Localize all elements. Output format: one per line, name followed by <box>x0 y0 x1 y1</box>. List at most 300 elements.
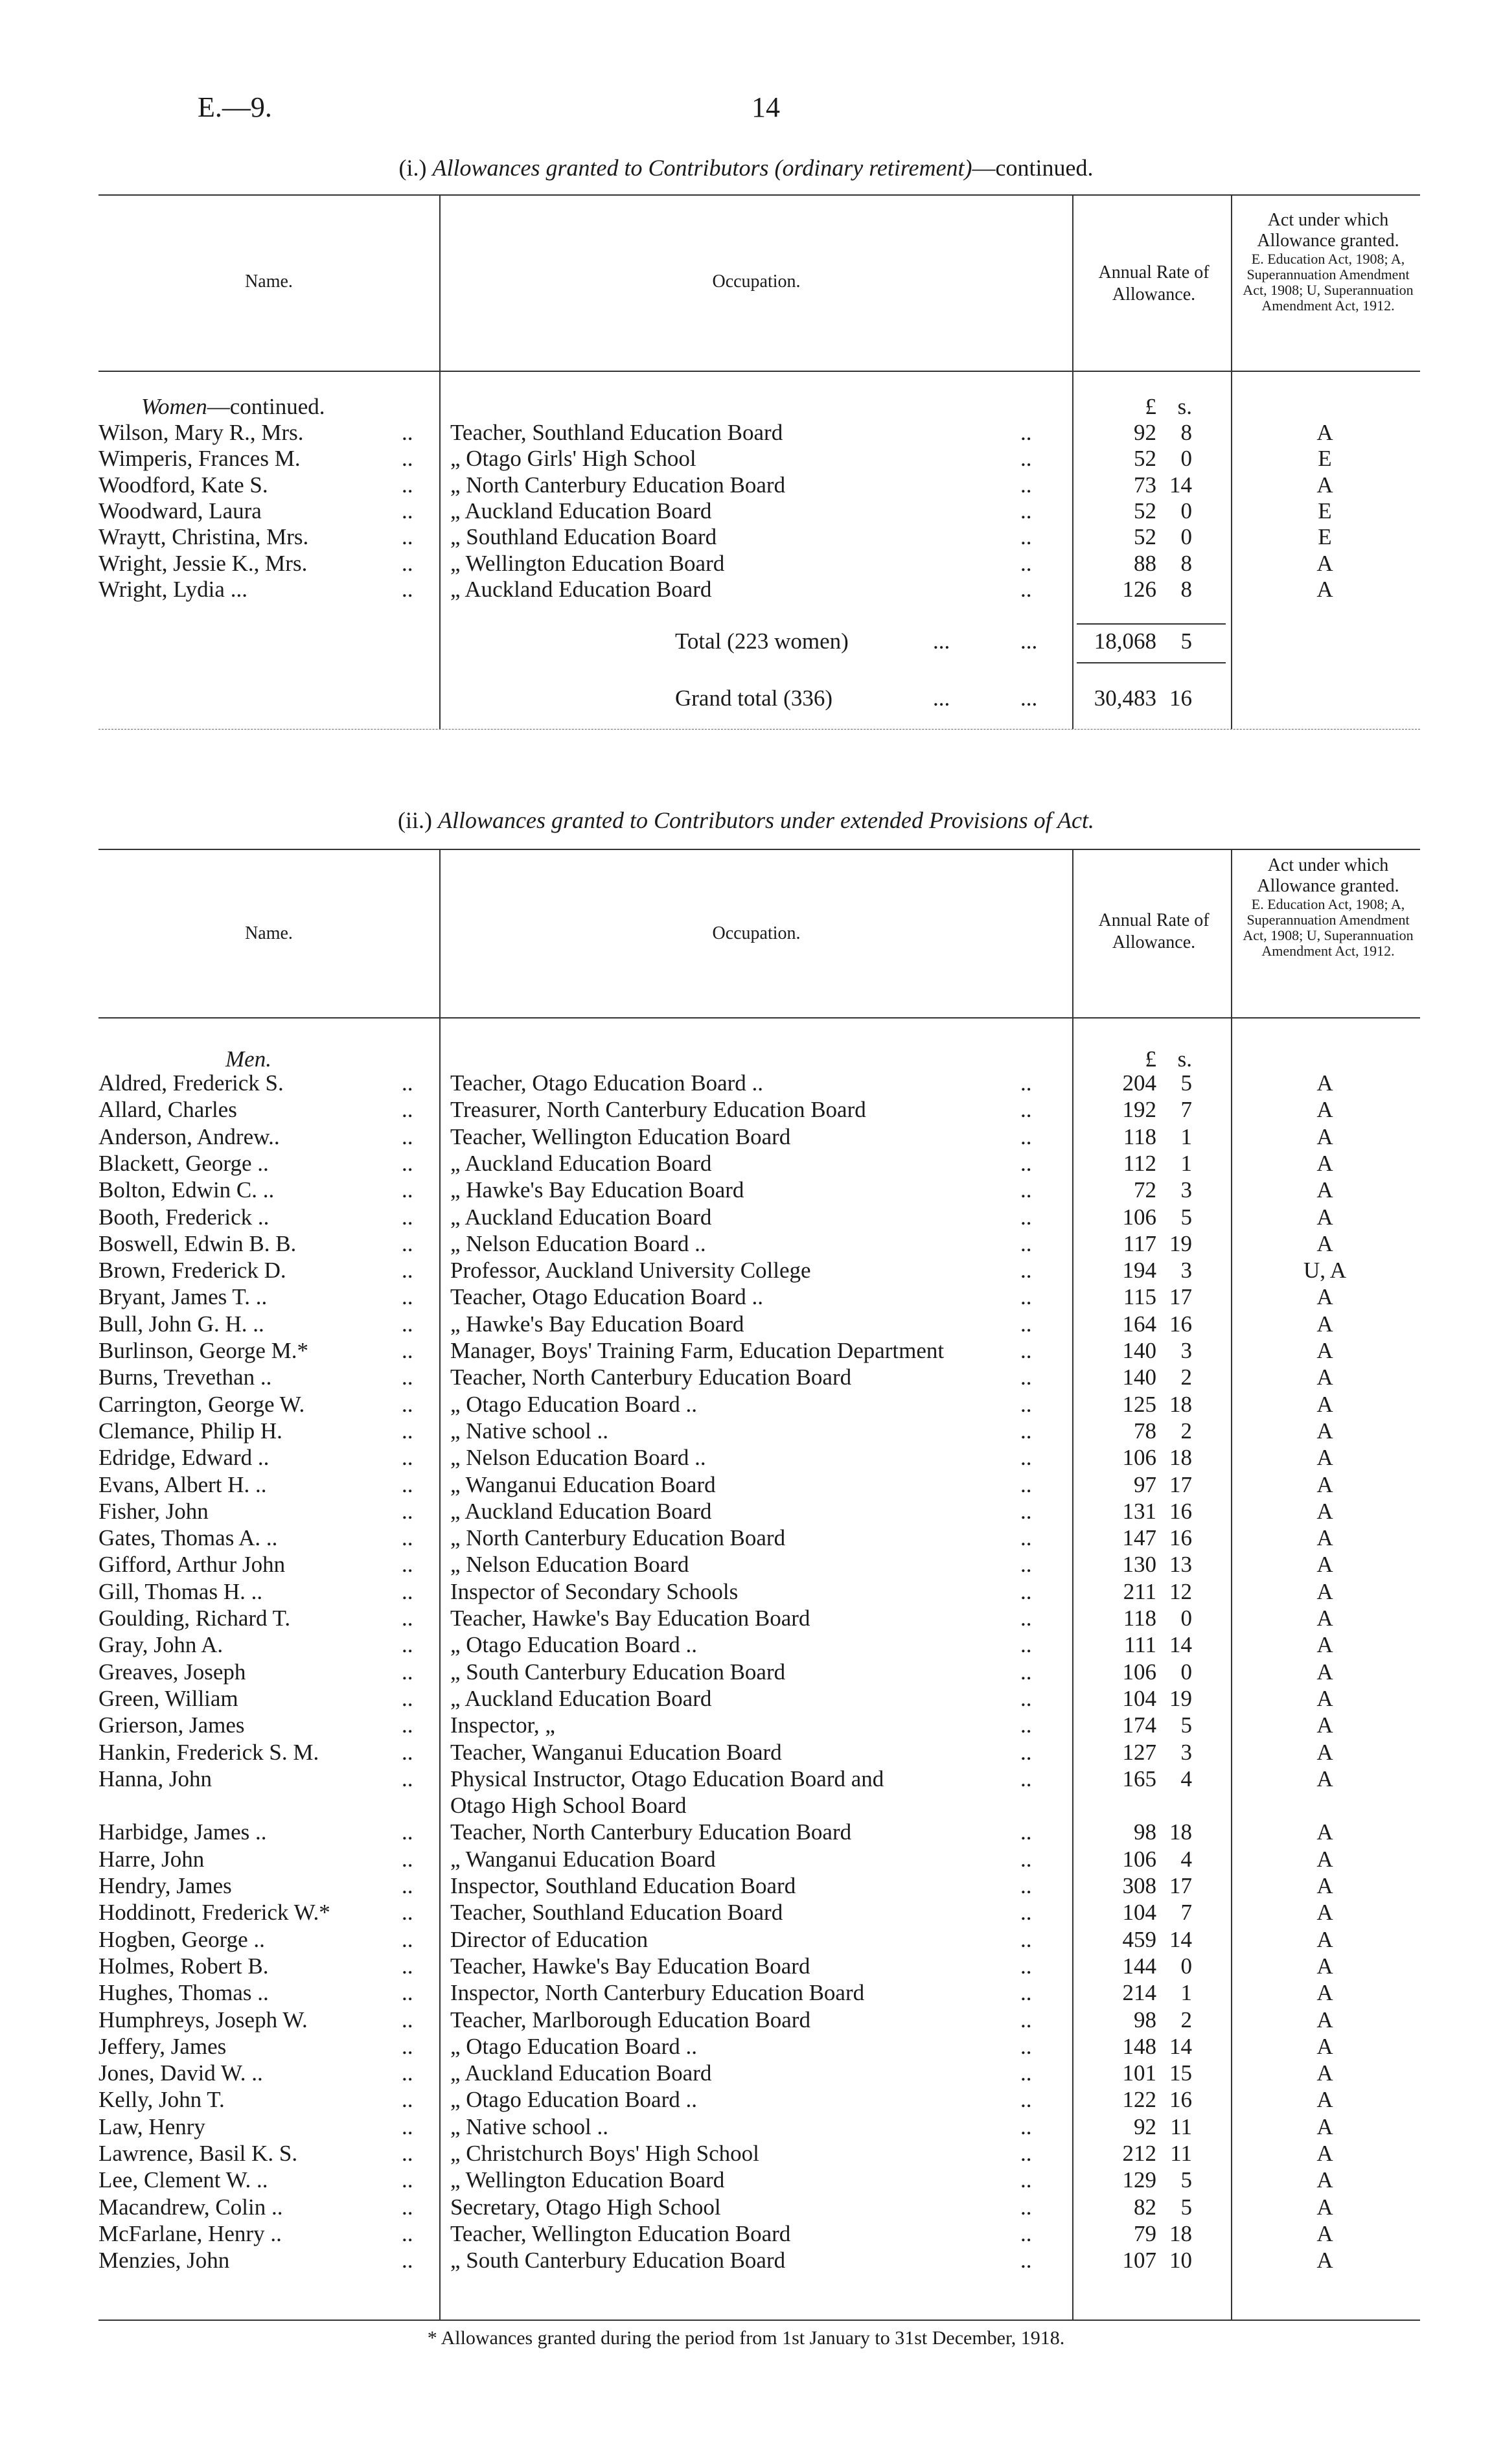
section-2-group-label: Men. <box>225 1046 271 1072</box>
leader-dots: .. <box>1020 1418 1032 1444</box>
leader-dots: .. <box>402 2113 413 2139</box>
act-cell: A <box>1316 576 1333 602</box>
pounds-cell: 126 <box>1122 576 1156 602</box>
table-row <box>0 1204 1492 1230</box>
shillings-cell: 1 <box>1180 1980 1192 2006</box>
section-2-title-prefix: (ii.) <box>398 807 433 833</box>
pounds-cell: 52 <box>1134 524 1156 550</box>
name-cell: Edridge, Edward .. <box>98 1445 270 1471</box>
name-cell: Allard, Charles <box>98 1097 237 1123</box>
occupation-cell-continued: Otago High School Board <box>450 1793 687 1819</box>
occupation-cell: „ Hawke's Bay Education Board <box>450 1311 744 1337</box>
shillings-cell: 4 <box>1180 1846 1192 1872</box>
shillings-cell: 2 <box>1180 2007 1192 2032</box>
section-1-total-pounds: 18,068 <box>1094 628 1156 654</box>
leader-dots: .. <box>1020 1766 1032 1791</box>
act-cell: A <box>1316 1391 1333 1417</box>
leader-dots: .. <box>1020 1097 1032 1123</box>
leader-dots: .. <box>402 1097 413 1123</box>
table-row <box>0 1873 1492 1899</box>
pounds-cell: 112 <box>1123 1150 1156 1176</box>
act-cell: A <box>1316 1284 1333 1310</box>
shillings-cell: 14 <box>1169 1632 1192 1658</box>
pounds-cell: 98 <box>1134 1819 1156 1845</box>
leader-dots: .. <box>1020 2087 1032 2113</box>
occupation-cell: „ Otago Education Board .. <box>450 2087 698 2113</box>
table-row <box>0 2248 1492 2274</box>
leader-dots: .. <box>1020 1123 1032 1149</box>
act-cell: A <box>1316 2087 1333 2113</box>
shillings-cell: 18 <box>1169 2220 1192 2246</box>
table-row <box>0 1338 1492 1364</box>
leader-dots: .. <box>1020 1070 1032 1096</box>
table-row <box>0 1070 1492 1096</box>
section-1-top-rule <box>98 194 1420 196</box>
pounds-cell: 117 <box>1123 1230 1156 1256</box>
occupation-cell: „ Native school .. <box>450 2113 608 2139</box>
leader-dots: .. <box>402 1177 413 1203</box>
act-cell: A <box>1316 1606 1333 1631</box>
section-2-group-row <box>0 1046 1492 1072</box>
pounds-cell: 73 <box>1134 472 1156 498</box>
table-row <box>0 2060 1492 2086</box>
table-row <box>0 577 1492 603</box>
name-cell: Booth, Frederick .. <box>98 1204 270 1230</box>
act-cell: A <box>1316 1418 1333 1444</box>
section-1-total-shillings: 5 <box>1180 628 1192 654</box>
shillings-cell: 19 <box>1169 1230 1192 1256</box>
pounds-cell: 148 <box>1122 2033 1156 2059</box>
leader-dots: .. <box>1020 2113 1032 2139</box>
leader-dots: .. <box>1020 1258 1032 1284</box>
shillings-cell: 13 <box>1169 1552 1192 1578</box>
act-cell: A <box>1316 2007 1333 2032</box>
section-1-act-key: E. Education Act, 1908; A, Superannuation Amendment Act, 1908; U, Superannuation Amendment Act, 1912. <box>1243 251 1414 314</box>
table-row <box>0 2167 1492 2193</box>
section-1-group-row <box>0 394 1492 420</box>
name-cell: Wilson, Mary R., Mrs. <box>98 420 304 445</box>
name-cell: Green, William <box>98 1685 238 1711</box>
act-cell: A <box>1316 1685 1333 1711</box>
table-row <box>0 1579 1492 1605</box>
table-row <box>0 498 1492 524</box>
occupation-cell: „ Nelson Education Board .. <box>450 1230 706 1256</box>
occupation-cell: „ Wanganui Education Board <box>450 1846 716 1872</box>
pounds-cell: 140 <box>1122 1338 1156 1363</box>
pounds-cell: 459 <box>1122 1926 1156 1952</box>
shillings-cell: 2 <box>1180 1364 1192 1390</box>
pounds-cell: 204 <box>1122 1070 1156 1096</box>
section-2-pounds-unit: £ <box>1145 1046 1156 1072</box>
name-cell: Menzies, John <box>98 2248 230 2274</box>
pounds-cell: 97 <box>1134 1471 1156 1497</box>
act-cell: A <box>1316 2220 1333 2246</box>
pounds-cell: 104 <box>1122 1685 1156 1711</box>
occupation-cell: Teacher, North Canterbury Education Board <box>450 1364 852 1390</box>
shillings-cell: 3 <box>1180 1338 1192 1363</box>
occupation-cell: Teacher, Hawke's Bay Education Board <box>450 1606 810 1631</box>
act-cell: A <box>1316 1980 1333 2006</box>
leader-dots: .. <box>402 1070 413 1096</box>
act-cell: A <box>1316 1471 1333 1497</box>
name-cell: Burns, Trevethan .. <box>98 1364 272 1390</box>
section-2-occupation-header: Occupation. <box>712 923 801 943</box>
table-row <box>0 1819 1492 1845</box>
leader-dots: .. <box>402 1311 413 1337</box>
shillings-cell: 11 <box>1170 2141 1192 2166</box>
occupation-cell: Teacher, Wellington Education Board <box>450 1123 791 1149</box>
leader-dots: .. <box>402 1685 413 1711</box>
leader-dots: .. <box>402 2167 413 2193</box>
leader-dots: .. <box>1020 1284 1032 1310</box>
leader-dots: .. <box>402 1846 413 1872</box>
name-cell: Lawrence, Basil K. S. <box>98 2141 298 2166</box>
leader-dots: .. <box>1020 1739 1032 1765</box>
occupation-cell: „ Auckland Education Board <box>450 498 712 524</box>
occupation-cell: Physical Instructor, Otago Education Board and <box>450 1766 884 1791</box>
name-cell: Brown, Frederick D. <box>98 1258 286 1284</box>
leader-dots: .. <box>1020 1606 1032 1631</box>
occupation-cell: „ Southland Education Board <box>450 524 717 550</box>
act-cell: A <box>1316 1498 1333 1524</box>
leader-dots: .. <box>402 1445 413 1471</box>
leader-dots: .. <box>402 446 413 472</box>
shillings-cell: 10 <box>1169 2248 1192 2274</box>
table-row <box>0 1712 1492 1738</box>
name-cell: Carrington, George W. <box>98 1391 305 1417</box>
shillings-cell: 16 <box>1169 2087 1192 2113</box>
occupation-cell: Secretary, Otago High School <box>450 2194 721 2220</box>
shillings-cell: 8 <box>1180 420 1192 445</box>
leader-dots: .. <box>1020 2033 1032 2059</box>
shillings-cell: 14 <box>1169 2033 1192 2059</box>
shillings-cell: 18 <box>1169 1819 1192 1845</box>
occupation-cell: „ Native school .. <box>450 1418 608 1444</box>
table-row <box>0 2007 1492 2033</box>
act-cell: A <box>1316 1177 1333 1203</box>
leader-dots: .. <box>402 1900 413 1926</box>
leader-dots: .. <box>402 1498 413 1524</box>
table-row <box>0 1900 1492 1926</box>
leader-dots: .. <box>1020 1980 1032 2006</box>
leader-dots: .. <box>402 1471 413 1497</box>
leader-dots: .. <box>1020 1498 1032 1524</box>
page-number: 14 <box>752 91 780 123</box>
pounds-cell: 79 <box>1134 2220 1156 2246</box>
occupation-cell: „ Otago Education Board .. <box>450 1391 698 1417</box>
section-1-occupation-header: Occupation. <box>712 271 801 292</box>
leader-dots: .. <box>1020 420 1032 445</box>
occupation-cell: Inspector, Southland Education Board <box>450 1873 796 1898</box>
name-cell: Gill, Thomas H. .. <box>98 1578 263 1604</box>
name-cell: Law, Henry <box>98 2113 205 2139</box>
act-cell: A <box>1316 1632 1333 1658</box>
leader-dots: .. <box>402 1338 413 1363</box>
leader-dots: .. <box>402 1659 413 1685</box>
shillings-cell: 12 <box>1169 1578 1192 1604</box>
occupation-cell: „ Auckland Education Board <box>450 576 712 602</box>
name-cell: Burlinson, George M.* <box>98 1338 309 1363</box>
pounds-cell: 115 <box>1123 1284 1156 1310</box>
leader-dots: .. <box>1020 472 1032 498</box>
leader-dots: .. <box>402 2007 413 2032</box>
leader-dots: .. <box>1020 1525 1032 1551</box>
pounds-cell: 194 <box>1122 1258 1156 1284</box>
leader-dots: .. <box>402 1364 413 1390</box>
section-1-header-rule <box>98 371 1420 372</box>
shillings-cell: 3 <box>1180 1177 1192 1203</box>
table-row <box>0 2087 1492 2113</box>
act-cell: A <box>1316 1873 1333 1898</box>
section-1-grand-total-rule <box>1077 662 1226 663</box>
occupation-cell: Teacher, Wellington Education Board <box>450 2220 791 2246</box>
name-cell: Bryant, James T. .. <box>98 1284 268 1310</box>
act-cell: A <box>1316 1659 1333 1685</box>
leader-dots: .. <box>402 1606 413 1631</box>
leader-dots: .. <box>1020 2141 1032 2166</box>
table-row <box>0 1847 1492 1872</box>
name-cell: Wright, Jessie K., Mrs. <box>98 550 308 576</box>
pounds-cell: 131 <box>1122 1498 1156 1524</box>
table-row <box>0 551 1492 577</box>
leader-dots: .. <box>402 1739 413 1765</box>
name-cell: Goulding, Richard T. <box>98 1606 291 1631</box>
act-cell: E <box>1318 446 1332 472</box>
leader-dots: .. <box>1020 1632 1032 1658</box>
occupation-cell: Inspector, „ <box>450 1712 555 1738</box>
pounds-cell: 92 <box>1134 2113 1156 2139</box>
table-row <box>0 446 1492 472</box>
shillings-cell: 5 <box>1180 1070 1192 1096</box>
leader-dots: .. <box>402 2060 413 2086</box>
leader-dots: .. <box>402 2087 413 2113</box>
occupation-cell: „ South Canterbury Education Board <box>450 1659 786 1685</box>
leader-dots: .. <box>1020 1552 1032 1578</box>
leader-dots: .. <box>402 1953 413 1979</box>
table-row <box>0 2194 1492 2220</box>
section-1-name-header: Name. <box>245 271 293 292</box>
shillings-cell: 0 <box>1180 1606 1192 1631</box>
act-cell: A <box>1316 2060 1333 2086</box>
occupation-cell: „ Auckland Education Board <box>450 2060 712 2086</box>
name-cell: Gray, John A. <box>98 1632 224 1658</box>
table-row <box>0 2034 1492 2060</box>
section-1-title-suffix: —continued. <box>972 155 1094 181</box>
pounds-cell: 107 <box>1122 2248 1156 2274</box>
section-1-title-prefix: (i.) <box>398 155 427 181</box>
leader-dots: .. <box>1020 1900 1032 1926</box>
table-row <box>0 1284 1492 1310</box>
shillings-cell: 16 <box>1169 1498 1192 1524</box>
pounds-cell: 92 <box>1134 420 1156 445</box>
table-row <box>0 1231 1492 1257</box>
section-1-grand-total-dots: ... <box>933 685 950 711</box>
leader-dots: .. <box>1020 2194 1032 2220</box>
occupation-cell: „ Nelson Education Board <box>450 1552 689 1578</box>
leader-dots: .. <box>402 1873 413 1898</box>
occupation-cell: „ Auckland Education Board <box>450 1150 712 1176</box>
act-cell: A <box>1316 420 1333 445</box>
shillings-cell: 0 <box>1180 1659 1192 1685</box>
name-cell: Wraytt, Christina, Mrs. <box>98 524 309 550</box>
act-cell: A <box>1316 1311 1333 1337</box>
table-row <box>0 472 1492 498</box>
leader-dots: .. <box>1020 1311 1032 1337</box>
leader-dots: .. <box>1020 1177 1032 1203</box>
act-cell: A <box>1316 1846 1333 1872</box>
occupation-cell: „ Wellington Education Board <box>450 550 725 576</box>
section-1-grand-total-row <box>0 685 1492 711</box>
shillings-cell: 15 <box>1169 2060 1192 2086</box>
pounds-cell: 106 <box>1122 1659 1156 1685</box>
pounds-cell: 192 <box>1122 1097 1156 1123</box>
leader-dots: .. <box>1020 2007 1032 2032</box>
name-cell: Bull, John G. H. .. <box>98 1311 264 1337</box>
act-cell: A <box>1316 2033 1333 2059</box>
shillings-cell: 8 <box>1180 576 1192 602</box>
act-cell: A <box>1316 1926 1333 1952</box>
occupation-cell: „ North Canterbury Education Board <box>450 1525 786 1551</box>
name-cell: Fisher, John <box>98 1498 209 1524</box>
table-row <box>0 1766 1492 1792</box>
name-cell: Hendry, James <box>98 1873 232 1898</box>
leader-dots: .. <box>1020 1846 1032 1872</box>
name-cell: Humphreys, Joseph W. <box>98 2007 308 2032</box>
leader-dots: .. <box>1020 1391 1032 1417</box>
table-row <box>0 1606 1492 1631</box>
leader-dots: .. <box>402 1552 413 1578</box>
leader-dots: .. <box>1020 1873 1032 1898</box>
section-1-act-title: Act under which Allowance granted. <box>1257 210 1399 251</box>
shillings-cell: 5 <box>1180 1712 1192 1738</box>
leader-dots: .. <box>402 1391 413 1417</box>
leader-dots: .. <box>1020 1471 1032 1497</box>
table-row <box>0 1364 1492 1390</box>
shillings-cell: 5 <box>1180 2167 1192 2193</box>
pounds-cell: 122 <box>1122 2087 1156 2113</box>
leader-dots: .. <box>402 1712 413 1738</box>
act-cell: A <box>1316 1552 1333 1578</box>
table-row <box>0 524 1492 550</box>
name-cell: Jeffery, James <box>98 2033 227 2059</box>
leader-dots: .. <box>402 1284 413 1310</box>
pounds-cell: 118 <box>1123 1123 1156 1149</box>
leader-dots: .. <box>1020 576 1032 602</box>
name-cell: Anderson, Andrew.. <box>98 1123 280 1149</box>
leader-dots: .. <box>402 550 413 576</box>
occupation-cell: „ Auckland Education Board <box>450 1685 712 1711</box>
name-cell: Harre, John <box>98 1846 205 1872</box>
section-2-act-header <box>1234 855 1422 959</box>
leader-dots: .. <box>402 1204 413 1230</box>
section-1-grand-total-shillings: 16 <box>1169 685 1192 711</box>
section-2-header-rule <box>98 1017 1420 1019</box>
pounds-cell: 165 <box>1122 1766 1156 1791</box>
leader-dots: .. <box>1020 1685 1032 1711</box>
shillings-cell: 16 <box>1169 1525 1192 1551</box>
leader-dots: .. <box>1020 2220 1032 2246</box>
occupation-cell: „ Nelson Education Board .. <box>450 1445 706 1471</box>
pounds-cell: 118 <box>1123 1606 1156 1631</box>
section-1-act-header <box>1234 210 1422 314</box>
leader-dots: .. <box>1020 1230 1032 1256</box>
shillings-cell: 11 <box>1170 2113 1192 2139</box>
section-1-total-dots: ... <box>933 628 950 654</box>
table-row-continuation <box>0 1793 1492 1819</box>
name-cell: Gates, Thomas A. .. <box>98 1525 278 1551</box>
leader-dots: .. <box>402 1230 413 1256</box>
shillings-cell: 0 <box>1180 1953 1192 1979</box>
shillings-cell: 18 <box>1169 1391 1192 1417</box>
pounds-cell: 52 <box>1134 498 1156 524</box>
section-1-total-dots-2: ... <box>1020 628 1038 654</box>
leader-dots: .. <box>402 1766 413 1791</box>
act-cell: A <box>1316 2248 1333 2274</box>
act-cell: A <box>1316 1150 1333 1176</box>
leader-dots: .. <box>402 2248 413 2274</box>
leader-dots: .. <box>1020 1578 1032 1604</box>
leader-dots: .. <box>402 1926 413 1952</box>
pounds-cell: 98 <box>1134 2007 1156 2032</box>
table-row <box>0 2114 1492 2140</box>
pounds-cell: 101 <box>1122 2060 1156 2086</box>
act-cell: A <box>1316 1578 1333 1604</box>
act-cell: A <box>1316 1123 1333 1149</box>
leader-dots: .. <box>402 1632 413 1658</box>
shillings-cell: 0 <box>1180 446 1192 472</box>
name-cell: Hughes, Thomas .. <box>98 1980 269 2006</box>
shillings-cell: 0 <box>1180 498 1192 524</box>
act-cell: A <box>1316 1445 1333 1471</box>
shillings-cell: 7 <box>1180 1097 1192 1123</box>
name-cell: Holmes, Robert B. <box>98 1953 269 1979</box>
section-1-rate-header: Annual Rate of Allowance. <box>1098 262 1210 305</box>
leader-dots: .. <box>402 1980 413 2006</box>
occupation-cell: „ South Canterbury Education Board <box>450 2248 786 2274</box>
table-row <box>0 1124 1492 1150</box>
occupation-cell: „ Wanganui Education Board <box>450 1471 716 1497</box>
name-cell: Evans, Albert H. .. <box>98 1471 267 1497</box>
section-1-bottom-rule <box>98 729 1420 730</box>
act-cell: E <box>1318 498 1332 524</box>
name-cell: Lee, Clement W. .. <box>98 2167 268 2193</box>
pounds-cell: 104 <box>1122 1900 1156 1926</box>
section-1-pounds-unit: £ <box>1145 394 1156 419</box>
table-row <box>0 1632 1492 1658</box>
act-cell: A <box>1316 2167 1333 2193</box>
section-1-grand-total-dots-2: ... <box>1020 685 1038 711</box>
leader-dots: .. <box>402 1418 413 1444</box>
leader-dots: .. <box>402 576 413 602</box>
table-row <box>0 1445 1492 1471</box>
leader-dots: .. <box>402 1819 413 1845</box>
occupation-cell: Director of Education <box>450 1926 648 1952</box>
table-row <box>0 1686 1492 1712</box>
occupation-cell: Manager, Boys' Training Farm, Education Department <box>450 1338 945 1363</box>
act-cell: A <box>1316 1364 1333 1390</box>
section-2-bottom-rule <box>98 2320 1420 2321</box>
table-row <box>0 1740 1492 1766</box>
section-1-group-label <box>141 394 325 420</box>
name-cell: Hoddinott, Frederick W.* <box>98 1900 330 1926</box>
name-cell: Grierson, James <box>98 1712 245 1738</box>
occupation-cell: Teacher, Southland Education Board <box>450 1900 783 1926</box>
shillings-cell: 7 <box>1180 1900 1192 1926</box>
table-row <box>0 1311 1492 1337</box>
name-cell: Macandrew, Colin .. <box>98 2194 283 2220</box>
pounds-cell: 164 <box>1122 1311 1156 1337</box>
leader-dots: .. <box>1020 1204 1032 1230</box>
